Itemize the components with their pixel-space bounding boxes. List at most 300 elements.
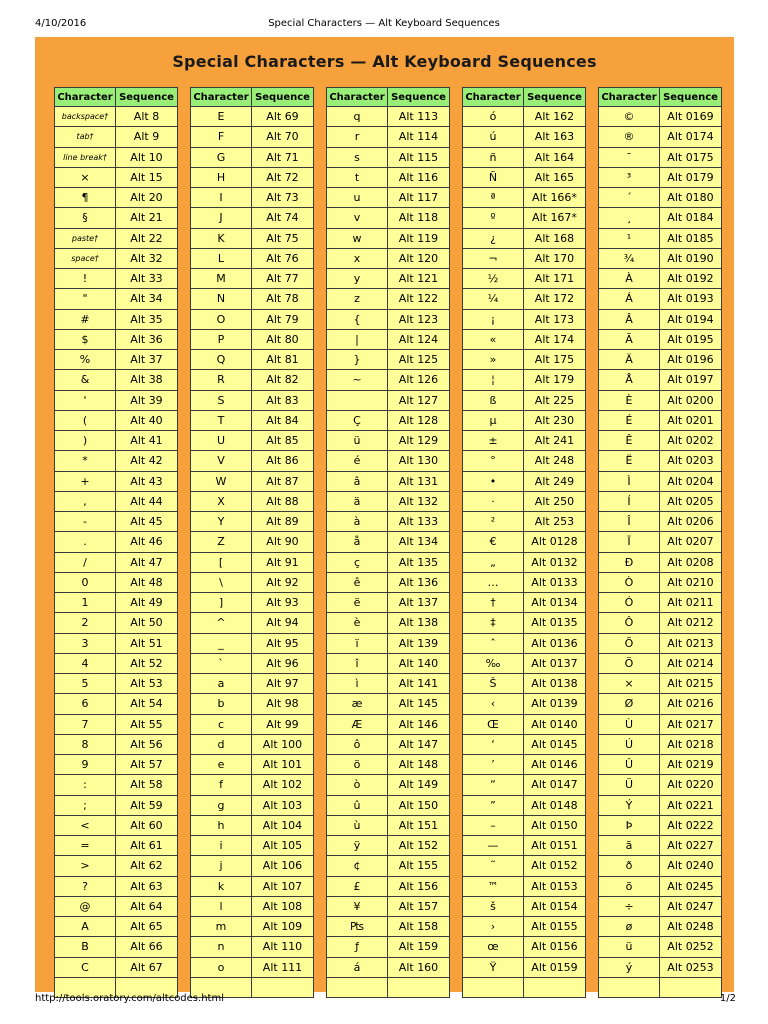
sequence-cell: Alt 78: [251, 289, 314, 309]
print-footer: [0, 993, 768, 1007]
print-header: [0, 18, 768, 32]
table-row: [462, 148, 586, 168]
table-row: [326, 330, 450, 350]
table-row: [598, 755, 722, 775]
table-row: [462, 553, 586, 573]
table-row: [326, 958, 450, 978]
character-cell: ‹: [462, 694, 523, 714]
table-row: [462, 208, 586, 228]
table-row: [54, 694, 178, 714]
character-cell: ¢: [326, 856, 387, 876]
table-row: [462, 634, 586, 654]
character-cell: ˜: [462, 856, 523, 876]
sequence-cell: Alt 75: [251, 229, 314, 249]
table-row: [54, 350, 178, 370]
sequence-cell: Alt 149: [387, 775, 450, 795]
table-row: [54, 735, 178, 755]
character-cell: <: [54, 816, 115, 836]
sequence-cell: Alt 128: [387, 411, 450, 431]
sequence-cell: Alt 173: [523, 310, 586, 330]
table-row: [190, 127, 314, 147]
character-cell: §: [54, 208, 115, 228]
sequence-cell: Alt 0219: [659, 755, 722, 775]
alt-code-table: [190, 87, 314, 998]
character-cell: e: [190, 755, 251, 775]
sequence-cell: Alt 62: [115, 856, 178, 876]
sequence-cell: Alt 55: [115, 715, 178, 735]
table-row: [54, 775, 178, 795]
character-cell: ‡: [462, 613, 523, 633]
sequence-cell: Alt 110: [251, 937, 314, 957]
character-cell: ê: [326, 573, 387, 593]
sequence-cell: Alt 66: [115, 937, 178, 957]
table-row: [462, 188, 586, 208]
sequence-cell: Alt 139: [387, 634, 450, 654]
character-cell: Í: [598, 492, 659, 512]
character-cell: ô: [326, 735, 387, 755]
sequence-cell: Alt 0194: [659, 310, 722, 330]
table-row: [462, 958, 586, 978]
sequence-cell: Alt 79: [251, 310, 314, 330]
table-row: [462, 674, 586, 694]
character-cell: u: [326, 188, 387, 208]
sequence-cell: Alt 168: [523, 229, 586, 249]
sequence-cell: Alt 117: [387, 188, 450, 208]
character-cell: È: [598, 391, 659, 411]
sequence-cell: Alt 0180: [659, 188, 722, 208]
character-cell: ": [54, 289, 115, 309]
table-row: [326, 553, 450, 573]
character-cell: Ç: [326, 411, 387, 431]
character-cell: y: [326, 269, 387, 289]
character-cell: “: [462, 775, 523, 795]
character-cell: ×: [54, 168, 115, 188]
character-cell: 1: [54, 593, 115, 613]
table-row: [462, 451, 586, 471]
table-row: [462, 897, 586, 917]
table-row: [190, 208, 314, 228]
character-cell: F: [190, 127, 251, 147]
sequence-cell: Alt 0216: [659, 694, 722, 714]
table-row: [54, 654, 178, 674]
sequence-cell: Alt 111: [251, 958, 314, 978]
sequence-cell: Alt 0193: [659, 289, 722, 309]
sequence-cell: Alt 121: [387, 269, 450, 289]
table-row: [326, 512, 450, 532]
sequence-cell: Alt 119: [387, 229, 450, 249]
character-cell: V: [190, 451, 251, 471]
table-row: [598, 836, 722, 856]
character-cell: i: [190, 836, 251, 856]
sequence-cell: Alt 0128: [523, 532, 586, 552]
table-row: [462, 796, 586, 816]
character-cell: ½: [462, 269, 523, 289]
sequence-cell: Alt 104: [251, 816, 314, 836]
character-cell: ø: [598, 917, 659, 937]
sequence-cell: Alt 43: [115, 472, 178, 492]
sequence-cell: Alt 64: [115, 897, 178, 917]
character-cell: Ò: [598, 573, 659, 593]
character-cell: |: [326, 330, 387, 350]
character-cell: ƒ: [326, 937, 387, 957]
sequence-cell: Alt 167*: [523, 208, 586, 228]
sequence-cell: Alt 56: [115, 735, 178, 755]
character-cell: Ñ: [462, 168, 523, 188]
character-cell: O: [190, 310, 251, 330]
sequence-cell: Alt 131: [387, 472, 450, 492]
page-number: 1/2: [719, 993, 736, 1004]
character-cell: Ë: [598, 451, 659, 471]
table-row: [326, 796, 450, 816]
sequence-cell: Alt 0247: [659, 897, 722, 917]
character-cell: A: [54, 917, 115, 937]
character-cell: ï: [326, 634, 387, 654]
sequence-cell: Alt 109: [251, 917, 314, 937]
table-row: [462, 532, 586, 552]
sequence-cell: Alt 92: [251, 573, 314, 593]
sequence-cell: Alt 0204: [659, 472, 722, 492]
sequence-cell: Alt 0218: [659, 735, 722, 755]
sequence-cell: Alt 114: [387, 127, 450, 147]
column-header-sequence: Sequence: [115, 87, 178, 107]
character-cell: ’: [462, 755, 523, 775]
sequence-cell: Alt 103: [251, 796, 314, 816]
table-row: [598, 573, 722, 593]
character-cell: {: [326, 310, 387, 330]
table-row: [598, 472, 722, 492]
sequence-cell: Alt 0179: [659, 168, 722, 188]
sequence-cell: Alt 137: [387, 593, 450, 613]
character-cell: J: [190, 208, 251, 228]
sequence-cell: Alt 165: [523, 168, 586, 188]
table-row: [598, 229, 722, 249]
sequence-cell: Alt 0169: [659, 107, 722, 127]
sequence-cell: Alt 146: [387, 715, 450, 735]
character-cell: …: [462, 573, 523, 593]
character-cell: ×: [598, 674, 659, 694]
character-cell: r: [326, 127, 387, 147]
sequence-cell: Alt 63: [115, 877, 178, 897]
table-row: [462, 289, 586, 309]
character-cell: (: [54, 411, 115, 431]
sequence-cell: Alt 73: [251, 188, 314, 208]
character-cell: ¼: [462, 289, 523, 309]
table-row: [190, 532, 314, 552]
table-row: [598, 451, 722, 471]
table-row: [190, 573, 314, 593]
table-row: [54, 451, 178, 471]
table-row: [462, 917, 586, 937]
sequence-cell: Alt 60: [115, 816, 178, 836]
character-cell: ¯: [598, 148, 659, 168]
table-row: [326, 674, 450, 694]
sequence-cell: Alt 170: [523, 249, 586, 269]
table-row: [598, 512, 722, 532]
table-row: [326, 350, 450, 370]
sequence-cell: Alt 0140: [523, 715, 586, 735]
table-row: [190, 715, 314, 735]
character-cell: ]: [190, 593, 251, 613]
sequence-cell: Alt 127: [387, 391, 450, 411]
character-cell: l: [190, 897, 251, 917]
sequence-cell: Alt 155: [387, 856, 450, 876]
sequence-cell: Alt 0213: [659, 634, 722, 654]
table-row: [326, 289, 450, 309]
character-cell: B: [54, 937, 115, 957]
table-row: [54, 148, 178, 168]
sequence-cell: Alt 145: [387, 694, 450, 714]
table-row: [598, 937, 722, 957]
table-row: [54, 107, 178, 127]
table-row: [54, 917, 178, 937]
sequence-cell: Alt 48: [115, 573, 178, 593]
sequence-cell: Alt 150: [387, 796, 450, 816]
character-cell: H: [190, 168, 251, 188]
sequence-cell: Alt 0253: [659, 958, 722, 978]
character-cell: ¹: [598, 229, 659, 249]
character-cell: ‘: [462, 735, 523, 755]
column-header-character: Character: [598, 87, 659, 107]
character-cell: ¦: [462, 370, 523, 390]
table-row: [598, 593, 722, 613]
sequence-cell: Alt 0133: [523, 573, 586, 593]
character-cell: ™: [462, 877, 523, 897]
character-cell: •: [462, 472, 523, 492]
character-cell: /: [54, 553, 115, 573]
table-row: [326, 370, 450, 390]
table-row: [326, 532, 450, 552]
sequence-cell: Alt 82: [251, 370, 314, 390]
table-row: [54, 573, 178, 593]
table-row: [326, 431, 450, 451]
table-row: [190, 937, 314, 957]
sequence-cell: Alt 0211: [659, 593, 722, 613]
table-row: [462, 411, 586, 431]
sequence-cell: Alt 42: [115, 451, 178, 471]
table-row: [190, 188, 314, 208]
character-cell: ä: [326, 492, 387, 512]
character-cell: ö: [326, 755, 387, 775]
table-row: [598, 856, 722, 876]
sequence-cell: Alt 138: [387, 613, 450, 633]
sequence-cell: Alt 171: [523, 269, 586, 289]
table-row: [462, 370, 586, 390]
character-cell: \: [190, 573, 251, 593]
sequence-cell: Alt 249: [523, 472, 586, 492]
table-row: [462, 127, 586, 147]
character-cell: ë: [326, 593, 387, 613]
table-row: [190, 897, 314, 917]
character-cell: [326, 391, 387, 411]
sequence-cell: Alt 90: [251, 532, 314, 552]
table-row: [326, 816, 450, 836]
character-cell: Â: [598, 310, 659, 330]
sequence-cell: Alt 106: [251, 856, 314, 876]
sequence-cell: Alt 86: [251, 451, 314, 471]
character-cell: Ô: [598, 613, 659, 633]
sequence-cell: Alt 0137: [523, 654, 586, 674]
character-cell: ): [54, 431, 115, 451]
character-cell: »: [462, 350, 523, 370]
character-cell: n: [190, 937, 251, 957]
table-row: [54, 816, 178, 836]
table-row: [54, 188, 178, 208]
character-cell: Q: [190, 350, 251, 370]
sequence-cell: Alt 107: [251, 877, 314, 897]
character-cell: ÿ: [326, 836, 387, 856]
table-row: [326, 229, 450, 249]
table-row: [462, 856, 586, 876]
table-row: [598, 411, 722, 431]
character-cell: >: [54, 856, 115, 876]
character-cell: b: [190, 694, 251, 714]
sequence-cell: Alt 0185: [659, 229, 722, 249]
sequence-cell: Alt 157: [387, 897, 450, 917]
table-row: [326, 613, 450, 633]
table-row: [326, 755, 450, 775]
character-cell: š: [462, 897, 523, 917]
sequence-cell: Alt 179: [523, 370, 586, 390]
table-row: [54, 958, 178, 978]
character-cell: ¥: [326, 897, 387, 917]
table-row: [54, 411, 178, 431]
sequence-cell: Alt 0192: [659, 269, 722, 289]
sequence-cell: Alt 0195: [659, 330, 722, 350]
character-cell: space†: [54, 249, 115, 269]
alt-code-table: [462, 87, 586, 998]
table-row: [54, 715, 178, 735]
character-cell: G: [190, 148, 251, 168]
character-cell: â: [326, 472, 387, 492]
sequence-cell: Alt 0203: [659, 451, 722, 471]
alt-code-table: [598, 87, 722, 998]
table-row: [598, 350, 722, 370]
table-header-row: [326, 87, 450, 107]
sequence-cell: Alt 0205: [659, 492, 722, 512]
character-cell: „: [462, 553, 523, 573]
sequence-cell: Alt 0220: [659, 775, 722, 795]
character-cell: paste†: [54, 229, 115, 249]
column-header-character: Character: [462, 87, 523, 107]
sequence-cell: Alt 22: [115, 229, 178, 249]
table-row: [462, 937, 586, 957]
sequence-cell: Alt 57: [115, 755, 178, 775]
sequence-cell: Alt 0202: [659, 431, 722, 451]
sequence-cell: Alt 136: [387, 573, 450, 593]
character-cell: æ: [326, 694, 387, 714]
table-row: [326, 593, 450, 613]
sequence-cell: Alt 253: [523, 512, 586, 532]
character-cell: t: [326, 168, 387, 188]
character-cell: ^: [190, 613, 251, 633]
character-cell: line break†: [54, 148, 115, 168]
table-row: [598, 532, 722, 552]
character-cell: —: [462, 836, 523, 856]
character-cell: M: [190, 269, 251, 289]
sequence-cell: Alt 74: [251, 208, 314, 228]
character-cell: Ø: [598, 694, 659, 714]
table-row: [190, 674, 314, 694]
character-cell: 0: [54, 573, 115, 593]
character-cell: &: [54, 370, 115, 390]
table-row: [190, 836, 314, 856]
sequence-cell: Alt 0150: [523, 816, 586, 836]
table-row: [598, 391, 722, 411]
sequence-cell: Alt 65: [115, 917, 178, 937]
character-cell: W: [190, 472, 251, 492]
character-cell: Ì: [598, 472, 659, 492]
sequence-cell: Alt 38: [115, 370, 178, 390]
character-cell: ©: [598, 107, 659, 127]
table-row: [54, 472, 178, 492]
table-row: [190, 289, 314, 309]
sequence-cell: Alt 115: [387, 148, 450, 168]
table-row: [598, 674, 722, 694]
table-row: [598, 735, 722, 755]
character-cell: L: [190, 249, 251, 269]
table-row: [598, 107, 722, 127]
character-cell: ²: [462, 512, 523, 532]
character-cell: v: [326, 208, 387, 228]
sequence-cell: Alt 0184: [659, 208, 722, 228]
character-cell: a: [190, 674, 251, 694]
sequence-cell: Alt 166*: [523, 188, 586, 208]
character-cell: 7: [54, 715, 115, 735]
table-row: [326, 411, 450, 431]
table-row: [598, 715, 722, 735]
sequence-cell: Alt 248: [523, 451, 586, 471]
table-row: [190, 512, 314, 532]
table-row: [326, 249, 450, 269]
character-cell: é: [326, 451, 387, 471]
character-cell: ·: [462, 492, 523, 512]
character-cell: z: [326, 289, 387, 309]
sequence-cell: Alt 120: [387, 249, 450, 269]
character-cell: œ: [462, 937, 523, 957]
character-cell: ì: [326, 674, 387, 694]
character-cell: Ù: [598, 715, 659, 735]
table-row: [462, 391, 586, 411]
character-cell: ß: [462, 391, 523, 411]
character-cell: ›: [462, 917, 523, 937]
character-cell: [: [190, 553, 251, 573]
table-row: [54, 796, 178, 816]
print-date: 4/10/2016: [35, 18, 87, 29]
character-cell: ü: [598, 937, 659, 957]
character-cell: w: [326, 229, 387, 249]
table-row: [326, 451, 450, 471]
sequence-cell: Alt 113: [387, 107, 450, 127]
sequence-cell: Alt 0201: [659, 411, 722, 431]
sequence-cell: Alt 58: [115, 775, 178, 795]
character-cell: R: [190, 370, 251, 390]
character-cell: Î: [598, 512, 659, 532]
sequence-cell: Alt 225: [523, 391, 586, 411]
character-cell: Ã: [598, 330, 659, 350]
sequence-cell: Alt 98: [251, 694, 314, 714]
sequence-cell: Alt 0151: [523, 836, 586, 856]
sequence-cell: Alt 0227: [659, 836, 722, 856]
table-row: [326, 391, 450, 411]
table-row: [326, 310, 450, 330]
character-cell: *: [54, 451, 115, 471]
sequence-cell: Alt 97: [251, 674, 314, 694]
sequence-cell: Alt 95: [251, 634, 314, 654]
character-cell: ý: [598, 958, 659, 978]
footer-url[interactable]: http://tools.oratory.com/altcodes.html: [35, 993, 224, 1004]
character-cell: É: [598, 411, 659, 431]
column-header-sequence: Sequence: [387, 87, 450, 107]
